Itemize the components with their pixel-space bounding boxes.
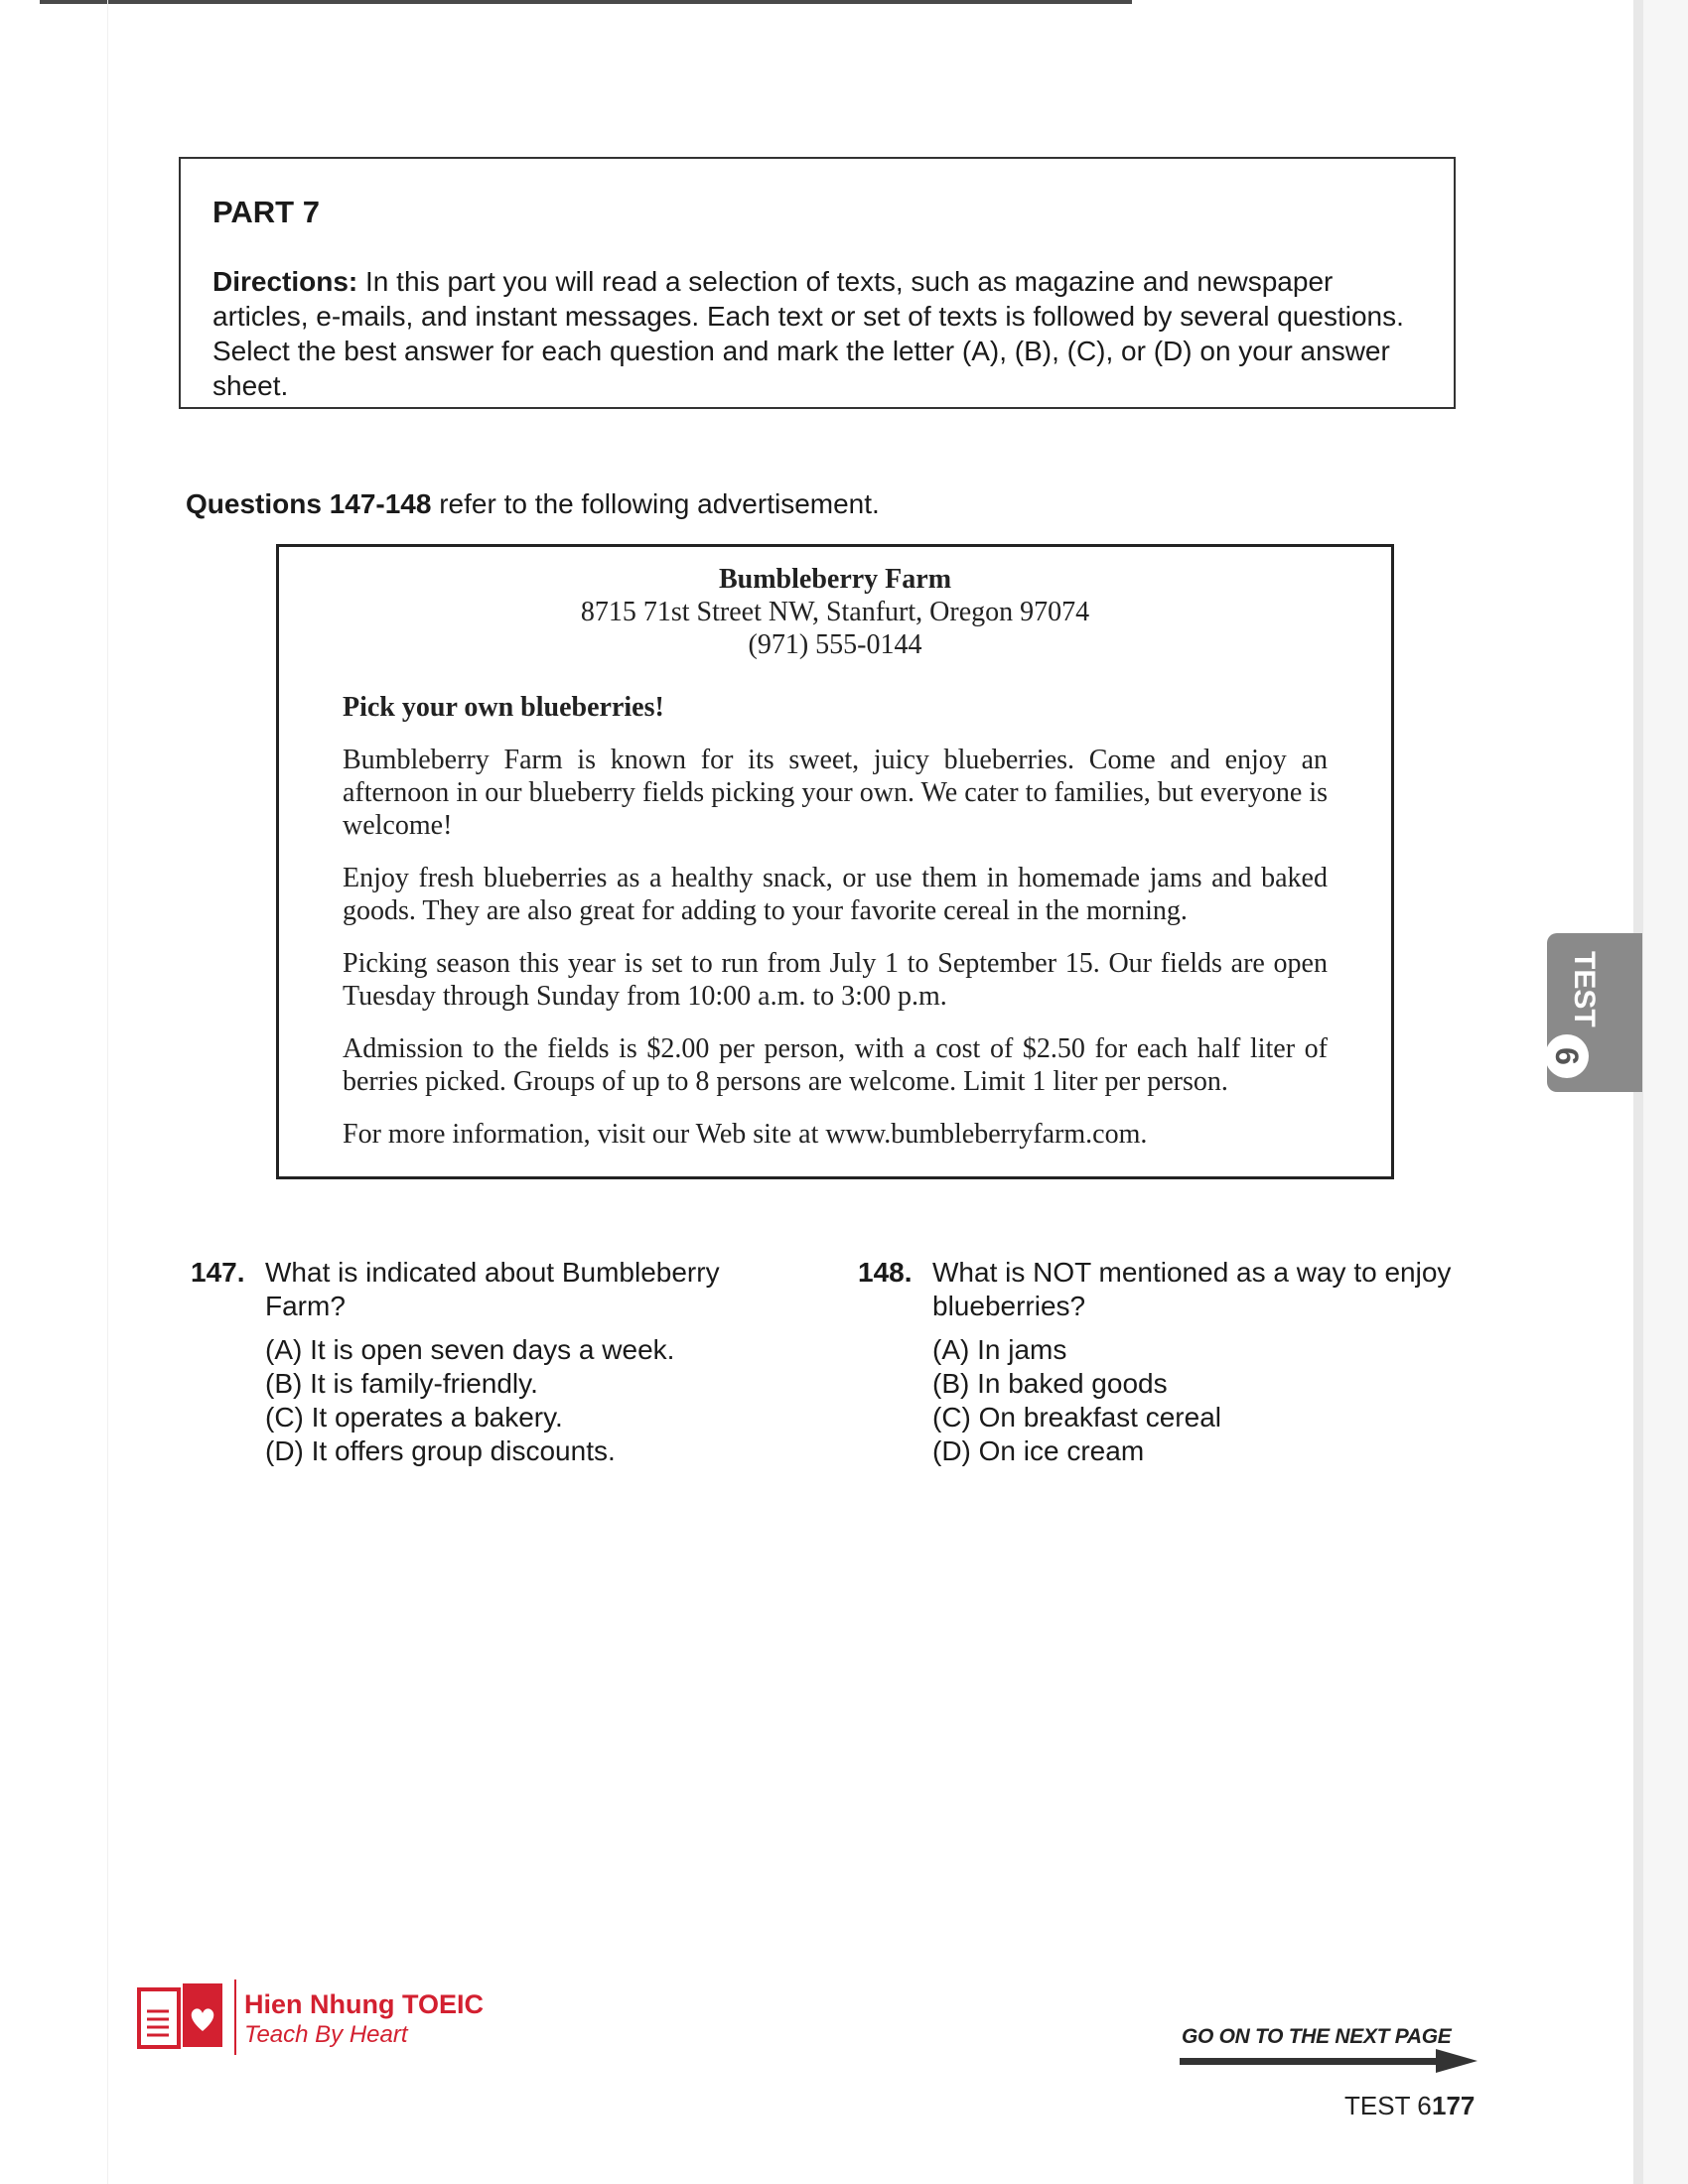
test-side-tab-label: TEST (1568, 951, 1601, 1027)
questions-intro (186, 488, 880, 520)
book-heart-icon (135, 1981, 226, 2051)
question-stem: What is NOT mentioned as a way to enjoy blueberries? (932, 1257, 1452, 1321)
scan-edge-right (1633, 0, 1643, 2184)
ad-phone: (971) 555-0144 (748, 629, 922, 660)
question-147 (191, 1256, 786, 1468)
ad-address: 8715 71st Street NW, Stanfurt, Oregon 97074 (580, 597, 1090, 627)
question-number: 148. (858, 1257, 913, 1288)
questions-intro-text: refer to the following advertisement. (439, 488, 880, 519)
scan-edge-top (40, 0, 1132, 4)
answer-options (265, 1333, 786, 1468)
ad-heading: Pick your own blueberries! (343, 692, 664, 723)
answer-option-d: (D) It offers group discounts. (265, 1435, 616, 1466)
go-on-next-page: GO ON TO THE NEXT PAGE (1182, 2025, 1452, 2048)
answer-option-b: (B) In baked goods (932, 1368, 1168, 1399)
ad-header (343, 563, 1328, 661)
directions-label: Directions: (212, 266, 358, 297)
logo-tagline: Teach By Heart (244, 2021, 408, 2048)
ad-paragraph: Enjoy fresh blueberries as a healthy snack, or use them in homemade jams and baked goods. They are also great for adding to your favorite cereal in the morning. (343, 863, 1328, 926)
answer-options (932, 1333, 1454, 1468)
logo-title: Hien Nhung TOEIC (244, 1989, 484, 2019)
question-stem: What is indicated about Bumbleberry Farm? (265, 1257, 720, 1321)
questions-range: Questions 147-148 (186, 488, 432, 519)
part-title: PART 7 (212, 195, 320, 229)
answer-option-b: (B) It is family-friendly. (265, 1368, 538, 1399)
ad-paragraph: Admission to the fields is $2.00 per person, with a cost of $2.50 for each half liter of berries picked. Groups of up to 8 persons are welcome. Limit 1 liter per person. (343, 1033, 1328, 1097)
footer-test-label: TEST 6 (1344, 2091, 1432, 2120)
question-148 (858, 1256, 1454, 1468)
advertisement (276, 544, 1394, 1179)
answer-option-c: (C) On breakfast cereal (932, 1402, 1221, 1433)
page-number: 177 (1432, 2091, 1476, 2120)
arrow-right-icon (1180, 2049, 1477, 2073)
ad-paragraph: Bumbleberry Farm is known for its sweet, juicy blueberries. Come and enjoy an afternoon in our blueberry fields picking your own. We cater to families, but everyone is welcome! (343, 745, 1328, 841)
directions-box (179, 157, 1456, 409)
ad-paragraph: For more information, visit our Web site at www.bumbleberryfarm.com. (343, 1119, 1148, 1150)
answer-option-d: (D) On ice cream (932, 1435, 1145, 1466)
question-number: 147. (191, 1257, 245, 1288)
test-side-tab-number-badge (1545, 1034, 1589, 1078)
scan-edge-left (107, 0, 108, 2184)
logo-divider (234, 1979, 236, 2055)
ad-paragraph: Picking season this year is set to run from July 1 to September 15. Our fields are open Tuesday through Sunday from 10:00 a.m. to 3:00 p.m. (343, 948, 1328, 1012)
test-side-tab-number: 6 (1548, 1047, 1585, 1065)
directions-text (212, 264, 1424, 403)
scan-edge-right-outer (1643, 0, 1688, 2184)
answer-option-a: (A) It is open seven days a week. (265, 1334, 675, 1365)
answer-option-c: (C) It operates a bakery. (265, 1402, 563, 1433)
directions-body: In this part you will read a selection of texts, such as magazine and newspaper articles, e-mails, and instant messages. Each text or set of texts is followed by several questions. Select the best answer for each question and mark the letter (A), (B), (C), or (D) on your answer sheet. (212, 266, 1404, 401)
ad-farm-name: Bumbleberry Farm (718, 564, 952, 595)
answer-option-a: (A) In jams (932, 1334, 1067, 1365)
